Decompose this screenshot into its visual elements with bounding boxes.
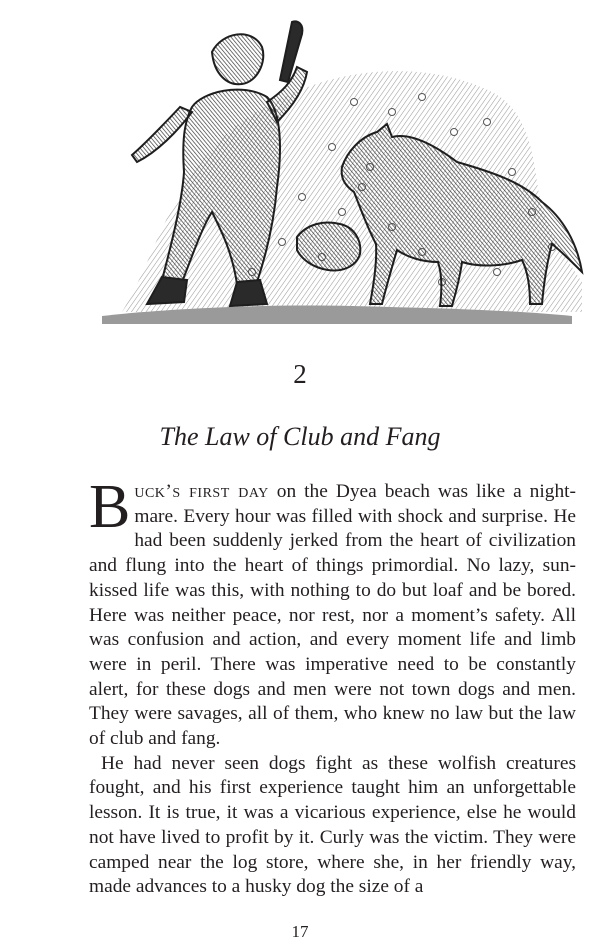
body-text	[89, 473, 576, 900]
paragraph	[89, 473, 576, 752]
paragraph-text: He had never seen dogs fight as these wolfish creatures fought, and his first experience taught him an unforgettable lesson. It is true, it was a vicarious experience, else he would not have lived to profit by it. Curly was the victim. They were camped near the log store, where she, in her friendly way, made advances to a husky dog the size of a	[89, 752, 576, 898]
opening-small-caps: uck’s first day	[134, 481, 269, 502]
drop-cap: B	[89, 473, 131, 541]
paragraph	[89, 752, 576, 900]
man-with-club-and-wolves-icon	[92, 12, 588, 324]
chapter-title: The Law of Club and Fang	[159, 422, 441, 451]
page-number: 17	[291, 922, 309, 941]
chapter-number: 2	[293, 359, 307, 389]
paragraph-text: on the Dyea beach was like a nightmare. Every hour was filled with shock and surprise. He had been suddenly jerked from the heart of civilization and flung into the heart of things primordial. No lazy, sun-kissed life was this, with nothing to do but loaf and be bored. Here was neither peace, nor rest, nor a moment’s safety. All was confusion and action, and every moment life and limb were in peril. There was imperative need to be constantly alert, for these dogs and men were not town dogs and men. They were savages, all of them, who knew no law but the law of club and fang.	[89, 481, 576, 750]
